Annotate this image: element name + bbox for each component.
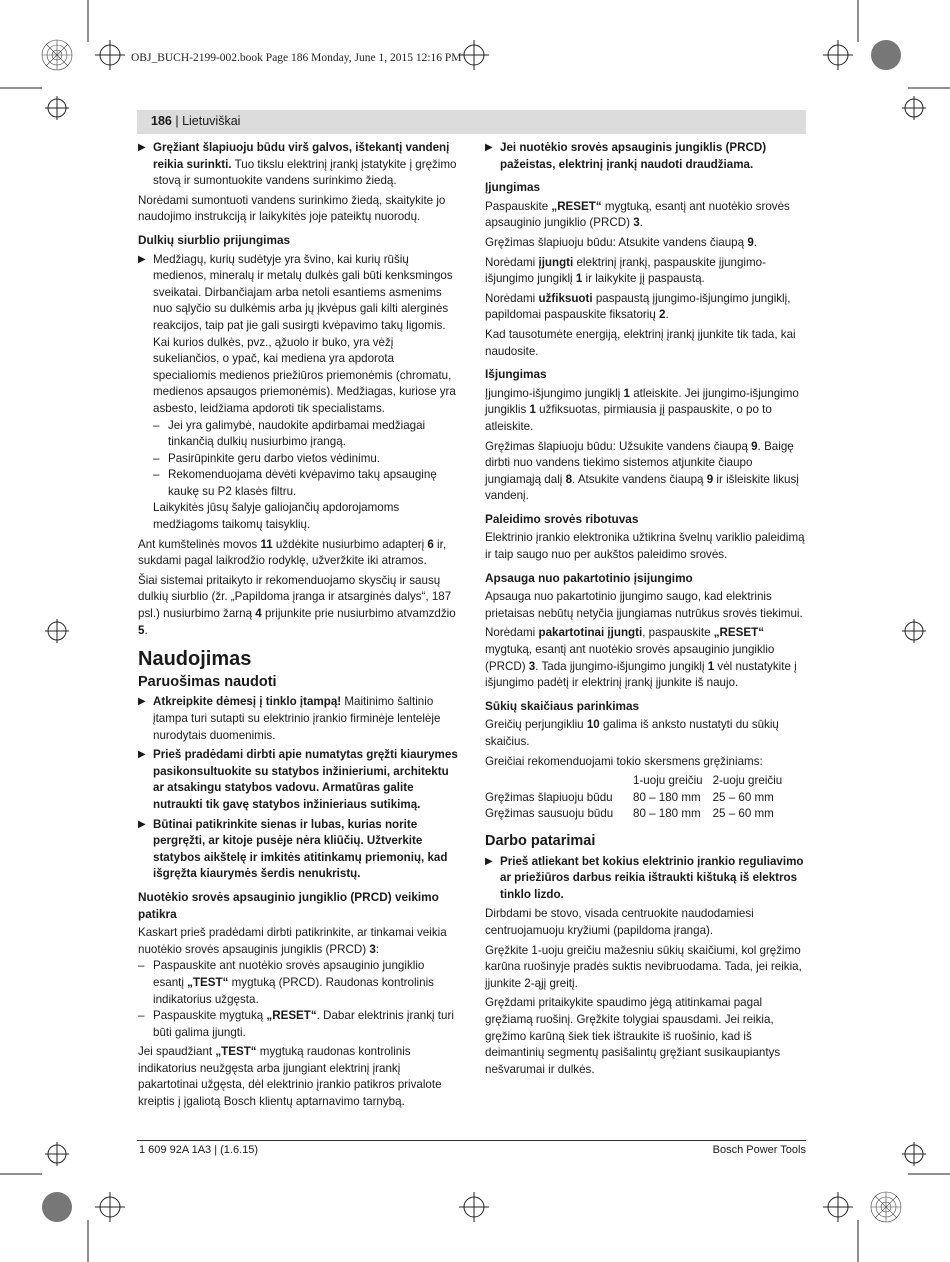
page-header	[151, 114, 240, 128]
paragraph: Šiai sistemai pritaikyto ir rekomenduojamo skysčių ir sausų dulkių siurblio (žr. „Papildoma įranga ir atsarginės dalys“, 187 psl.) nusiurbimo žarną 4 prijunkite prie nusiurbimo atvamzdžio 5.	[138, 573, 456, 637]
paragraph: Norėdami užfiksuoti paspaustą įjungimo-išjungimo jungiklį, papildomai paspauskite fiksatorių 2.	[485, 291, 791, 322]
paragraph: Gręžimas šlapiuoju būdu: Atsukite vandens čiaupą 9.	[485, 235, 757, 249]
bullet-item: ▶ Jei nuotėkio srovės apsauginis jungiklis (PRCD) pažeistas, elektrinį įrankį naudoti draudžiama.	[485, 141, 767, 171]
paragraph: Laikykitės jūsų šalyje galiojančių apdorojamoms medžiagoms taikomų taisyklių.	[153, 501, 400, 532]
paragraph: Kad tausotumėte energiją, elektrinį įrankį įjunkite tik tada, kai naudosite.	[485, 327, 796, 358]
heading-restart: Apsauga nuo pakartotinio įsijungimo	[485, 570, 693, 585]
arrow-right-icon: ▶	[138, 253, 146, 265]
arrow-right-icon: ▶	[138, 696, 146, 708]
bullet-item: ▶ Prieš pradėdami dirbti apie numatytas gręžti kiaurymes pasikonsultuokite su statybos inžinieriumi, architektu ar atsakingu statybos vadovu. Armatūras galite nutraukti tik gavę statybos inžinieriaus sutikimą.	[138, 748, 458, 811]
arrow-right-icon: ▶	[485, 855, 493, 867]
paragraph: Gręžimas šlapiuoju būdu: Užsukite vandens čiaupą 9. Baigę dirbti nuo vandens tiekimo sistemos atjunkite čiaupo jungiamąją dalį 8. Atsukite vandens čiaupą 9 ir išleiskite likusį vandenį.	[485, 439, 799, 503]
paragraph: Norėdami pakartotinai įjungti, paspauskite „RESET“ mygtuką, esantį ant nuotėkio srovės apsauginio jungiklio (PRCD) 3. Tada įjungimo-išjungimo jungiklį 1 vėl nustatykite į išjungimo padėtį ir elektrinį įrankį įjunkite iš naujo.	[485, 626, 797, 690]
speed-table	[485, 773, 792, 823]
left-column	[138, 140, 458, 1114]
paragraph: Įjungimo-išjungimo jungiklį 1 atleiskite. Jei įjungimo-išjungimo jungiklis 1 užfiksuotas, pirmiausia jį paspauskite, o po to atleiskite.	[485, 386, 799, 433]
bullet-item: ▶ Būtinai patikrinkite sienas ir lubas, kurias norite pergręžti, ar kitoje pusėje nėra kliūčių. Užtverkite statybos aikštelę ir imkitės atitinkamų priemonių, kad išgręžta kiaurymės šerdis nenukristų.	[138, 817, 448, 881]
dash-item: – Rekomenduojama dėvėti kvėpavimo takų apsauginę kaukę su P2 klasės filtru.	[153, 468, 437, 498]
paragraph: Kaskart prieš pradėdami dirbti patikrinkite, ar tinkamai veikia nuotėkio srovės apsauginis jungiklis (PRCD) 3:	[138, 926, 447, 956]
dash-item: – Pasirūpinkite geru darbo vietos vėdinimu.	[153, 451, 381, 465]
heading-prcd: Nuotėkio srovės apsauginio jungiklio (PRCD) veikimo patikra	[138, 889, 439, 921]
arrow-right-icon: ▶	[138, 142, 146, 153]
paragraph: Paspauskite „RESET“ mygtuką, esantį ant nuotėkio srovės apsauginio jungiklio (PRCD) 3.	[485, 199, 790, 230]
heading-prep: Paruošimas naudoti	[138, 673, 277, 690]
table-row: Gręžimas šlapiuoju būdu 80 – 180 mm 25 – 60 mm	[485, 790, 774, 804]
paragraph: Gręžkite 1-uoju greičiu mažesniu sūkių skaičiumi, kol gręžimo karūna ruošinyje pradės suktis nevibruodama. Tada, jei reikia, įjunkite 2-ąjį greitį.	[485, 943, 802, 990]
dash-item: – Paspauskite mygtuką „RESET“. Dabar elektrinis įrankį turi būti galima įjungti.	[138, 1009, 454, 1039]
dash-item: – Paspauskite ant nuotėkio srovės apsauginio jungiklio esantį „TEST“ mygtuką (PRCD). Raudonas kontrolinis indikatorius užgęsta.	[138, 959, 434, 1006]
footer-doc-number: 1 609 92A 1A3 | (1.6.15)	[139, 1144, 259, 1156]
arrow-right-icon: ▶	[485, 142, 493, 153]
paragraph: Dirbdami be stovo, visada centruokite naudodamiesi centruojamuoju kryžiumi (papildoma įranga).	[485, 907, 754, 937]
arrow-right-icon: ▶	[138, 818, 146, 830]
bullet-item: ▶ Atkreipkite dėmesį į tinklo įtampą! Maitinimo šaltinio įtampa turi sutapti su elektrinio įrankio firminėje lentelėje nurodytais duomenimis.	[138, 695, 441, 742]
heading-on: Įjungimas	[485, 180, 541, 195]
table-header-row: 1-uoju greičiu 2-uoju greičiu	[633, 774, 783, 788]
page-number: 186	[151, 114, 172, 128]
heading-off: Išjungimas	[485, 367, 547, 382]
paragraph: Greičiai rekomenduojami tokio skersmens gręžiniams:	[485, 754, 763, 768]
heading-use: Naudojimas	[138, 648, 252, 671]
print-slug: OBJ_BUCH-2199-002.book Page 186 Monday, June 1, 2015 12:16 PM	[131, 52, 462, 64]
paragraph: Norėdami sumontuoti vandens surinkimo žiedą, skaitykite jo naudojimo instrukciją ir laikykitės joje pateiktų nuorodų.	[138, 193, 446, 224]
dash-item: – Jei yra galimybė, naudokite apdirbamai medžiagai tinkančią dulkių nusiurbimo įrangą.	[153, 418, 426, 449]
paragraph: Ant kumštelinės movos 11 uždėkite nusiurbimo adapterį 6 ir, sukdami pagal laikrodžio rodyklę, užveržkite iki atramos.	[138, 537, 447, 568]
paragraph: Gręždami pritaikykite spaudimo jėgą atitinkamai pagal gręžiamą ruošinį. Gręžkite tolygiai spausdami. Jei reikia, gręžimo karūną šiek tiek ištraukite iš ruošinio, kad iš deimantinių segmentų pasišalintų gręžiant susikaupiantys nešvarumai ir dulkės.	[485, 996, 781, 1076]
heading-soft-start: Paleidimo srovės ribotuvas	[485, 511, 639, 526]
right-column	[485, 140, 807, 1081]
heading-tips: Darbo patarimai	[485, 832, 596, 849]
arrow-right-icon: ▶	[138, 749, 146, 761]
paragraph: Norėdami įjungti elektrinį įrankį, paspauskite įjungimo-išjungimo jungiklį 1 ir laikykite jį paspaustą.	[485, 255, 766, 286]
bullet-item: ▶ Gręžiant šlapiuoju būdu virš galvos, ištekantį vandenį reikia surinkti. Tuo tikslu elektrinį įrankį įstatykite į gręžimo stovą ir sumontuokite vandens surinkimo žiedą.	[138, 141, 457, 188]
paragraph: Jei spaudžiant „TEST“ mygtuką raudonas kontrolinis indikatorius neužgęsta arba įjungiant elektrinį įrankį pakartotinai užgęsta, dėl elektrinio įrankio patikros privalote kreiptis į įgaliotą Bosch klientų aptarnavimo tarnybą.	[138, 1045, 442, 1109]
paragraph: Greičių perjungikliu 10 galima iš anksto nustatyti du sūkių skaičius.	[485, 718, 779, 748]
footer-brand: Bosch Power Tools	[712, 1144, 806, 1156]
bullet-item: ▶ Medžiagų, kurių sudėtyje yra švino, kai kurių rūšių medienos, mineralų ir metalų dulkės gali būti kenksmingos sveikatai. Dirbančiajam arba netoli esantiems asmenims nuo sąlyčio su dulkėmis arba jų įkvėpus gali kilti alerginės reakcijos, taip pat jie gali susirgti kvėpavimo takų ligomis. Kai kurios dulkės, pvz., ąžuolo ir buko, yra vėžį sukeliančios, o ypač, kai mediena yra apdorota specialiomis medienos priežiūros priemonėmis (chromatu, medienos apsaugos priemonėmis). Medžiagas, kuriose yra asbesto, leidžiama apdoroti tik specialistams.	[138, 252, 456, 415]
paragraph: Apsauga nuo pakartotinio įjungimo saugo, kad elektrinis prietaisas nebūtų netyčia įjungiamas nutrūkus srovės tiekimui.	[485, 590, 803, 620]
heading-speed: Sūkių skaičiaus parinkimas	[485, 698, 640, 713]
bullet-item: ▶ Prieš atliekant bet kokius elektrinio įrankio reguliavimo ar priežiūros darbus reikia ištraukti kištuką iš elektros tinklo lizdo.	[485, 854, 804, 901]
section-name: | Lietuviškai	[175, 114, 241, 128]
table-row: Gręžimas sausuoju būdu 80 – 180 mm 25 – 60 mm	[485, 807, 774, 821]
paragraph: Elektrinio įrankio elektronika užtikrina švelnų variklio paleidimą ir taip saugo nuo per aukštos paleidimo srovės.	[485, 531, 805, 562]
footer-rule	[137, 1140, 806, 1141]
heading-dust: Dulkių siurblio prijungimas	[138, 232, 291, 247]
